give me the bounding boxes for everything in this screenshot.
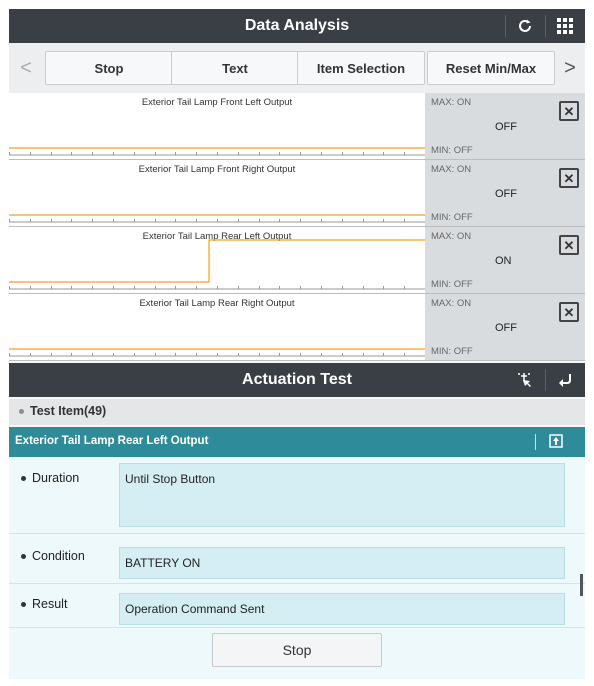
condition-row <box>9 541 585 577</box>
next-arrow-button[interactable]: > <box>564 56 576 79</box>
graph-row <box>9 227 585 294</box>
signal-line <box>9 240 425 282</box>
item-selection-button[interactable]: Item Selection <box>297 51 425 85</box>
result-row <box>9 591 585 627</box>
current-value: ON <box>495 255 512 267</box>
graph-area <box>9 93 425 159</box>
close-icon[interactable]: ✕ <box>559 101 579 121</box>
graph-title: Exterior Tail Lamp Front Left Output <box>141 97 293 108</box>
min-value: MIN: OFF <box>431 212 473 223</box>
actuation-title: Actuation Test <box>242 371 352 388</box>
scrollbar[interactable] <box>580 574 583 596</box>
graph-plot <box>9 294 425 360</box>
graph-values-panel <box>425 93 585 159</box>
close-icon[interactable]: ✕ <box>559 168 579 188</box>
graph-row <box>9 160 585 227</box>
page-title: Data Analysis <box>244 17 350 34</box>
bullet-icon <box>21 476 26 481</box>
graph-plot <box>9 160 425 226</box>
test-item-count: Test Item(49) <box>30 404 107 418</box>
selected-test-item: Exterior Tail Lamp Rear Left Output <box>15 435 209 447</box>
test-item-header[interactable] <box>9 399 585 425</box>
duration-value: Until Stop Button <box>119 463 565 527</box>
touch-gesture-icon[interactable] <box>505 363 545 397</box>
toolbar <box>9 43 585 94</box>
graph-plot <box>9 93 425 159</box>
min-value: MIN: OFF <box>431 145 473 156</box>
data-analysis-header <box>9 9 585 43</box>
max-value: MAX: ON <box>431 298 472 309</box>
graph-values-panel <box>425 294 585 360</box>
graph-title: Exterior Tail Lamp Rear Right Output <box>139 298 295 309</box>
max-value: MAX: ON <box>431 97 472 108</box>
stop-graph-button[interactable]: Stop <box>45 51 173 85</box>
graph-title: Exterior Tail Lamp Rear Left Output <box>142 231 292 242</box>
result-label: Result <box>32 597 68 611</box>
prev-arrow-button[interactable]: < <box>20 56 32 79</box>
duration-label: Duration <box>32 471 80 485</box>
refresh-icon[interactable] <box>505 9 545 43</box>
graph-row <box>9 93 585 160</box>
reset-min-max-button[interactable]: Reset Min/Max <box>427 51 555 85</box>
graph-row <box>9 294 585 361</box>
graph-area <box>9 294 425 360</box>
close-icon[interactable]: ✕ <box>559 302 579 322</box>
current-value: OFF <box>495 322 517 334</box>
collapse-icon[interactable] <box>549 434 565 450</box>
condition-label: Condition <box>32 549 85 563</box>
graph-area <box>9 227 425 293</box>
bullet-icon <box>21 554 26 559</box>
graph-plot <box>9 227 425 293</box>
graph-values-panel <box>425 160 585 226</box>
result-value: Operation Command Sent <box>119 593 565 625</box>
close-icon[interactable]: ✕ <box>559 235 579 255</box>
text-view-button[interactable]: Text <box>171 51 299 85</box>
max-value: MAX: ON <box>431 231 472 242</box>
actuation-test-header <box>9 363 585 397</box>
stop-actuation-button[interactable]: Stop <box>212 633 382 667</box>
min-value: MIN: OFF <box>431 279 473 290</box>
bullet-icon <box>21 602 26 607</box>
graph-area <box>9 160 425 226</box>
min-value: MIN: OFF <box>431 346 473 357</box>
selected-test-item-bar[interactable] <box>9 427 585 457</box>
duration-row <box>9 463 585 533</box>
current-value: OFF <box>495 188 517 200</box>
current-value: OFF <box>495 121 517 133</box>
graph-values-panel <box>425 227 585 293</box>
condition-value: BATTERY ON <box>119 547 565 579</box>
back-arrow-icon[interactable] <box>545 363 585 397</box>
app-frame <box>9 9 585 679</box>
grid-menu-icon[interactable] <box>545 9 585 43</box>
bullet-icon <box>19 409 24 414</box>
max-value: MAX: ON <box>431 164 472 175</box>
graph-title: Exterior Tail Lamp Front Right Output <box>138 164 296 175</box>
